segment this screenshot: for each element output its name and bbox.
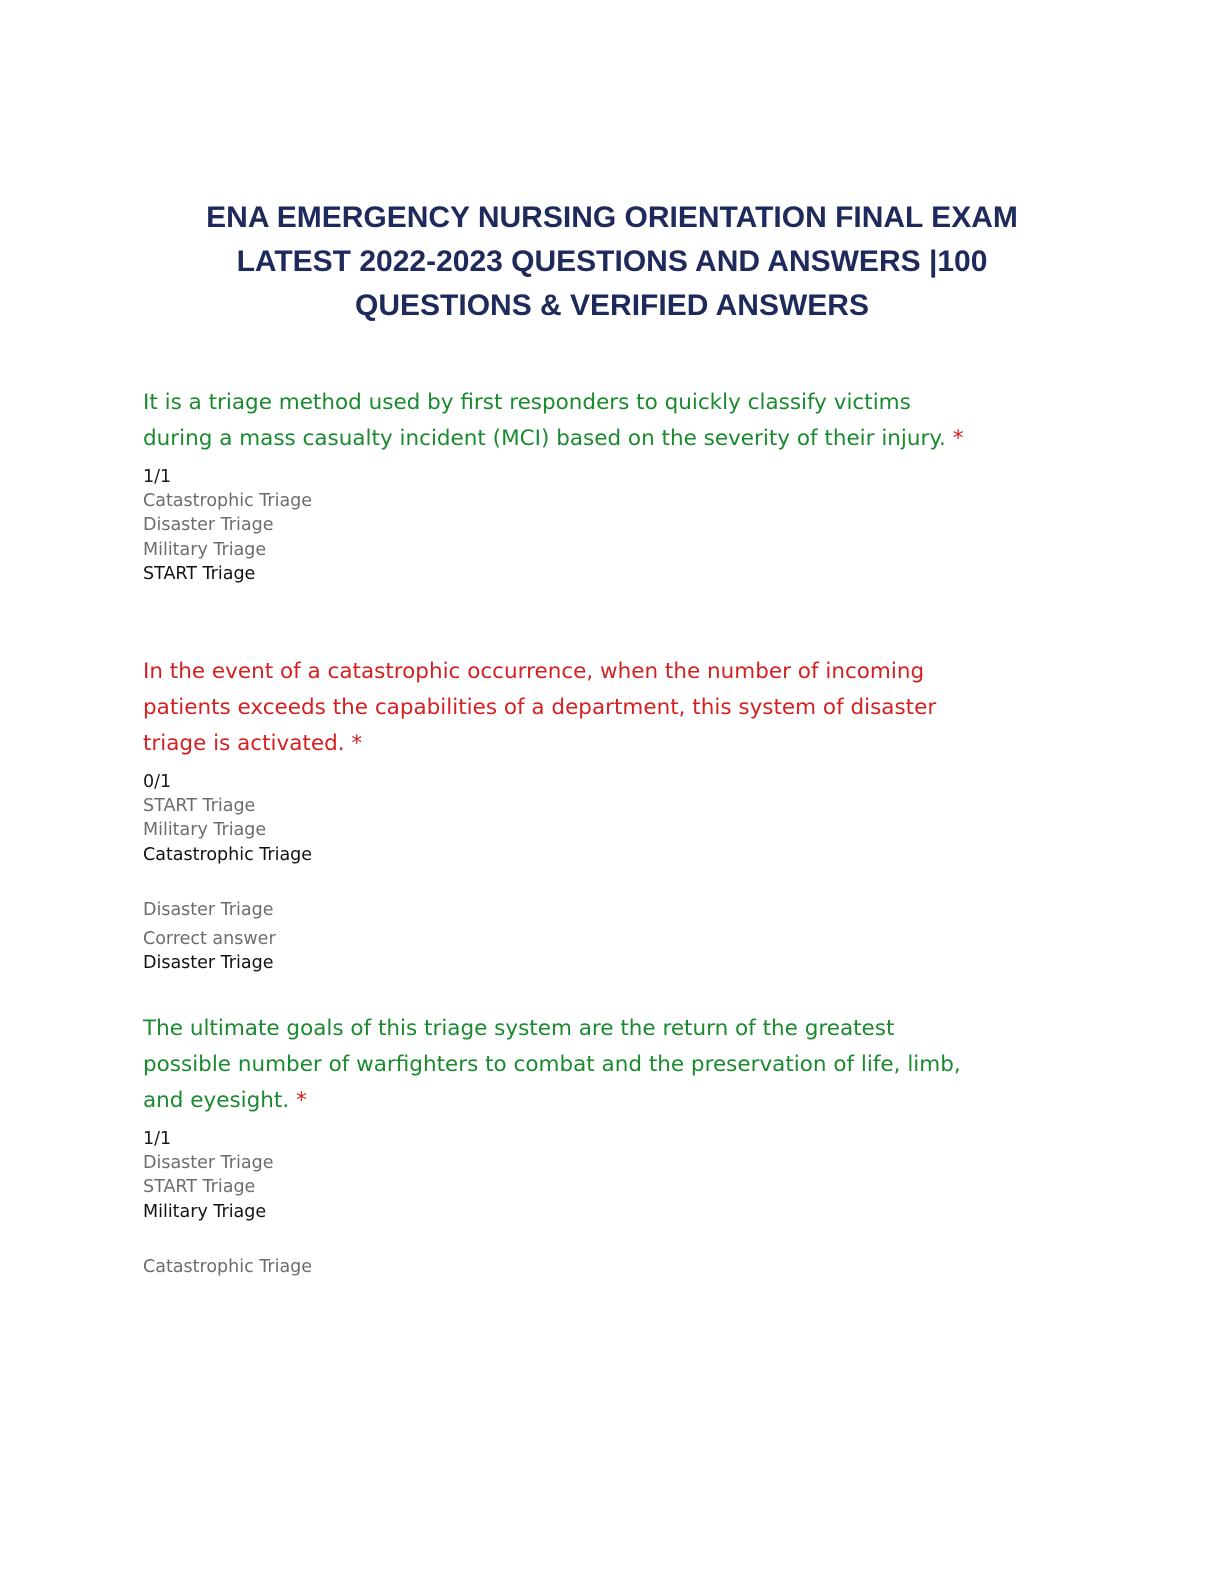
question-line: triage is activated. * (143, 731, 363, 756)
title-line: QUESTIONS & VERIFIED ANSWERS (355, 289, 869, 322)
question-score: 1/1 (143, 1129, 172, 1149)
required-asterisk: * (351, 731, 363, 756)
question-line: and eyesight. * (143, 1088, 307, 1113)
required-asterisk: * (296, 1088, 307, 1113)
question-score: 0/1 (143, 772, 172, 792)
correct-answer-value: Disaster Triage (143, 953, 274, 974)
answer-option[interactable]: START Triage (143, 796, 256, 816)
answer-option[interactable]: Disaster Triage (143, 899, 274, 920)
question-1 (143, 385, 1103, 586)
answer-option[interactable]: Disaster Triage (143, 1153, 274, 1173)
answer-option[interactable]: Catastrophic Triage (143, 1256, 313, 1277)
answer-option[interactable]: Military Triage (143, 820, 267, 841)
answer-option[interactable]: START Triage (143, 1177, 256, 1198)
title-line: ENA EMERGENCY NURSING ORIENTATION FINAL EXAM (206, 201, 1018, 234)
question-line: It is a triage method used by first responders to quickly classify victims (143, 390, 911, 415)
answer-option-selected[interactable]: START Triage (143, 563, 256, 584)
question-text (143, 385, 1103, 457)
answer-option-selected[interactable]: Catastrophic Triage (143, 844, 313, 865)
answer-option[interactable]: Military Triage (143, 539, 267, 560)
question-score: 1/1 (143, 467, 172, 487)
title-line: LATEST 2022-2023 QUESTIONS AND ANSWERS |100 (236, 245, 988, 278)
required-asterisk: * (952, 426, 964, 451)
question-2 (143, 654, 1103, 975)
correct-answer-label: Correct answer (143, 929, 276, 950)
answer-option[interactable]: Disaster Triage (143, 515, 274, 536)
answer-option-selected[interactable]: Military Triage (143, 1201, 267, 1222)
question-text (143, 654, 1103, 762)
question-text (143, 1011, 1103, 1119)
question-line: during a mass casualty incident (MCI) based on the severity of their injury. * (143, 426, 964, 451)
answer-option[interactable]: Catastrophic Triage (143, 491, 313, 511)
question-3 (143, 1011, 1103, 1279)
document-title (140, 196, 1084, 328)
question-line: In the event of a catastrophic occurrence, when the number of incoming (143, 659, 925, 684)
question-line: possible number of warfighters to combat and the preservation of life, limb, (143, 1052, 961, 1077)
question-line: patients exceeds the capabilities of a department, this system of disaster (143, 695, 937, 720)
question-line: The ultimate goals of this triage system are the return of the greatest (143, 1016, 895, 1041)
